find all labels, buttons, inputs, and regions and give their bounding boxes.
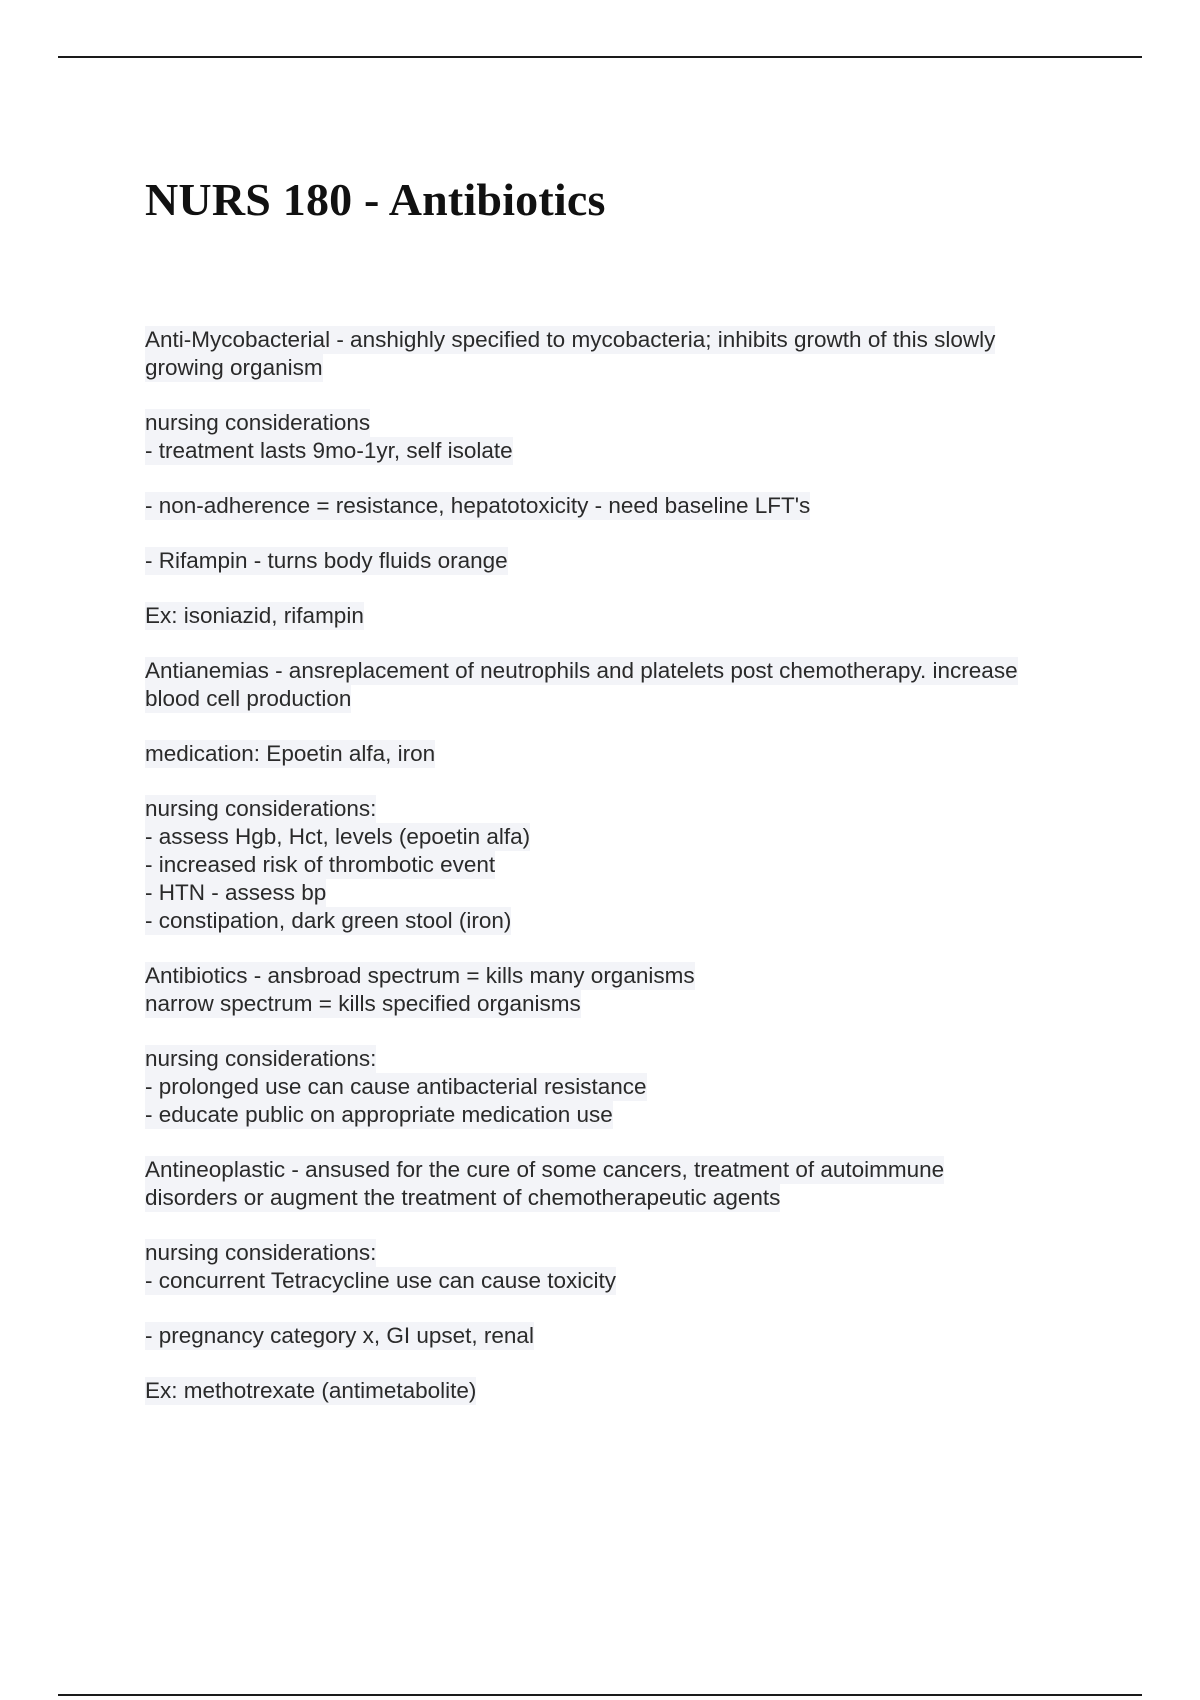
bottom-rule (58, 1694, 1142, 1696)
note-line: narrow spectrum = kills specified organisms (145, 991, 581, 1016)
document-body (145, 326, 1105, 1432)
note-line: - Rifampin - turns body fluids orange (145, 548, 508, 573)
note-block-antineoplastic (145, 1156, 1105, 1212)
note-line: disorders or augment the treatment of chemotherapeutic agents (145, 1185, 781, 1210)
note-line: medication: Epoetin alfa, iron (145, 741, 436, 766)
note-line: - assess Hgb, Hct, levels (epoetin alfa) (145, 824, 531, 849)
note-line: - increased risk of thrombotic event (145, 852, 496, 877)
note-line: - treatment lasts 9mo-1yr, self isolate (145, 438, 513, 463)
note-line: - HTN - assess bp (145, 880, 327, 905)
note-line: Anti-Mycobacterial - anshighly specified to mycobacteria; inhibits growth of this slowly (145, 327, 996, 352)
note-line: Ex: isoniazid, rifampin (145, 603, 364, 628)
note-line: - constipation, dark green stool (iron) (145, 908, 512, 933)
top-rule (58, 56, 1142, 58)
note-block-example (145, 1377, 1105, 1405)
note-line: - pregnancy category x, GI upset, renal (145, 1323, 534, 1348)
note-block-antibiotics (145, 962, 1105, 1018)
note-line: growing organism (145, 355, 323, 380)
note-block-nursing-considerations (145, 1239, 1105, 1295)
note-block-nursing-considerations (145, 1045, 1105, 1129)
note-line: - concurrent Tetracycline use can cause toxicity (145, 1268, 617, 1293)
note-line: blood cell production (145, 686, 352, 711)
note-line: Antianemias - ansreplacement of neutrophils and platelets post chemotherapy. increase (145, 658, 1018, 683)
note-block-nursing-considerations (145, 795, 1105, 935)
note-line: nursing considerations (145, 410, 371, 435)
note-block (145, 492, 1105, 520)
note-line: - educate public on appropriate medication use (145, 1102, 613, 1127)
note-block-nursing-considerations (145, 409, 1105, 465)
note-line: - non-adherence = resistance, hepatotoxicity - need baseline LFT's (145, 493, 811, 518)
note-line: nursing considerations: (145, 1240, 377, 1265)
note-line: Ex: methotrexate (antimetabolite) (145, 1378, 477, 1403)
note-block-antianemias (145, 657, 1105, 713)
note-line: nursing considerations: (145, 1046, 377, 1071)
note-block-anti-mycobacterial (145, 326, 1105, 382)
note-line: - prolonged use can cause antibacterial resistance (145, 1074, 647, 1099)
note-line: nursing considerations: (145, 796, 377, 821)
note-block-example (145, 602, 1105, 630)
note-line: Antineoplastic - ansused for the cure of some cancers, treatment of autoimmune (145, 1157, 945, 1182)
note-block (145, 1322, 1105, 1350)
note-block (145, 547, 1105, 575)
note-block-medication (145, 740, 1105, 768)
page-title: NURS 180 - Antibiotics (145, 174, 606, 225)
note-line: Antibiotics - ansbroad spectrum = kills many organisms (145, 963, 695, 988)
